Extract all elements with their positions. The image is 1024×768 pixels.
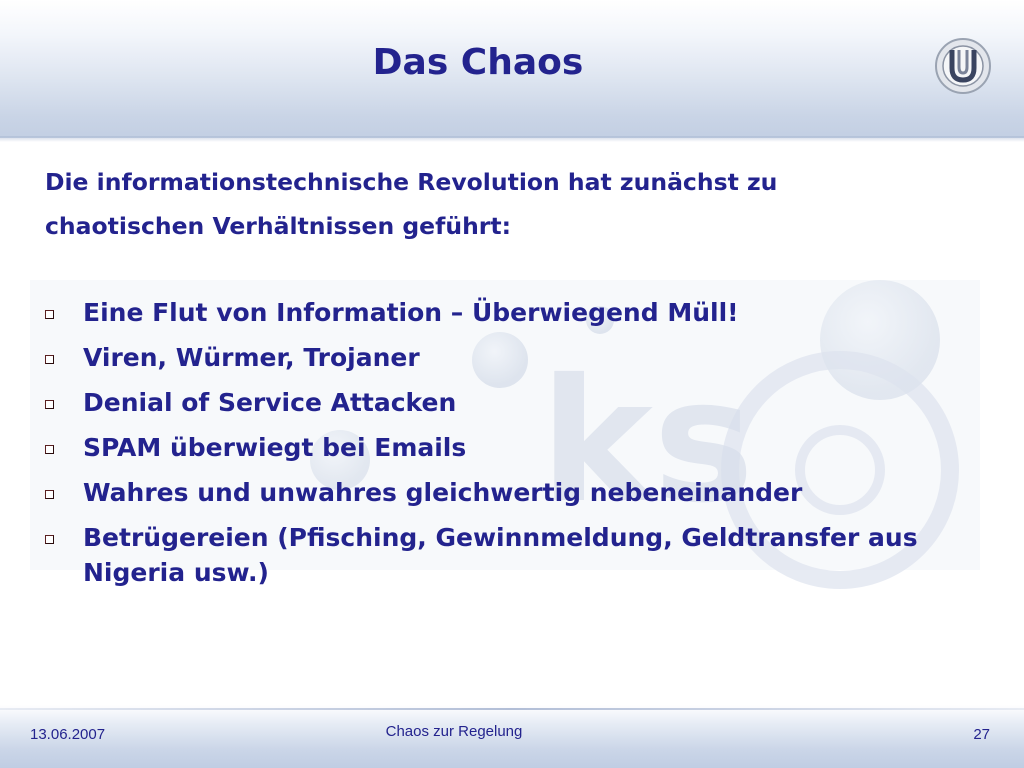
- bullet-item: [45, 385, 985, 420]
- bullet-text: SPAM überwiegt bei Emails: [83, 433, 467, 462]
- square-bullet-icon: [45, 400, 54, 409]
- square-bullet-icon: [45, 355, 54, 364]
- square-bullet-icon: [45, 490, 54, 499]
- bullet-item: [45, 520, 985, 590]
- header-shadow: [0, 136, 1024, 142]
- bullet-text: Wahres und unwahres gleichwertig nebeneinander: [83, 478, 803, 507]
- footer-title: Chaos zur Regelung: [385, 723, 523, 740]
- page-number: 27: [973, 726, 990, 743]
- footer-date: 13.06.2007: [30, 726, 106, 743]
- slide-title: Das Chaos: [372, 42, 584, 83]
- bullet-item: [45, 295, 985, 330]
- bullet-item: [45, 430, 985, 465]
- bullet-text: Eine Flut von Information – Überwiegend Müll!: [83, 298, 739, 327]
- bullet-item: [45, 340, 985, 375]
- bullet-text: Denial of Service Attacken: [83, 388, 457, 417]
- intro-line-2: chaotischen Verhältnissen geführt:: [45, 212, 512, 240]
- square-bullet-icon: [45, 310, 54, 319]
- bullet-item: [45, 475, 985, 510]
- square-bullet-icon: [45, 445, 54, 454]
- university-logo-icon: [930, 36, 996, 96]
- bullet-text: Viren, Würmer, Trojaner: [83, 343, 420, 372]
- bullet-list: [45, 295, 985, 600]
- square-bullet-icon: [45, 535, 54, 544]
- svg-text:ks: ks: [540, 343, 755, 541]
- footer-divider: [0, 708, 1024, 710]
- intro-line-1: Die informationstechnische Revolution hat zunächst zu: [45, 168, 778, 196]
- intro-text: [45, 160, 945, 248]
- bullet-text: Betrügereien (Pfisching, Gewinnmeldung, Geldtransfer aus Nigeria usw.): [83, 523, 918, 587]
